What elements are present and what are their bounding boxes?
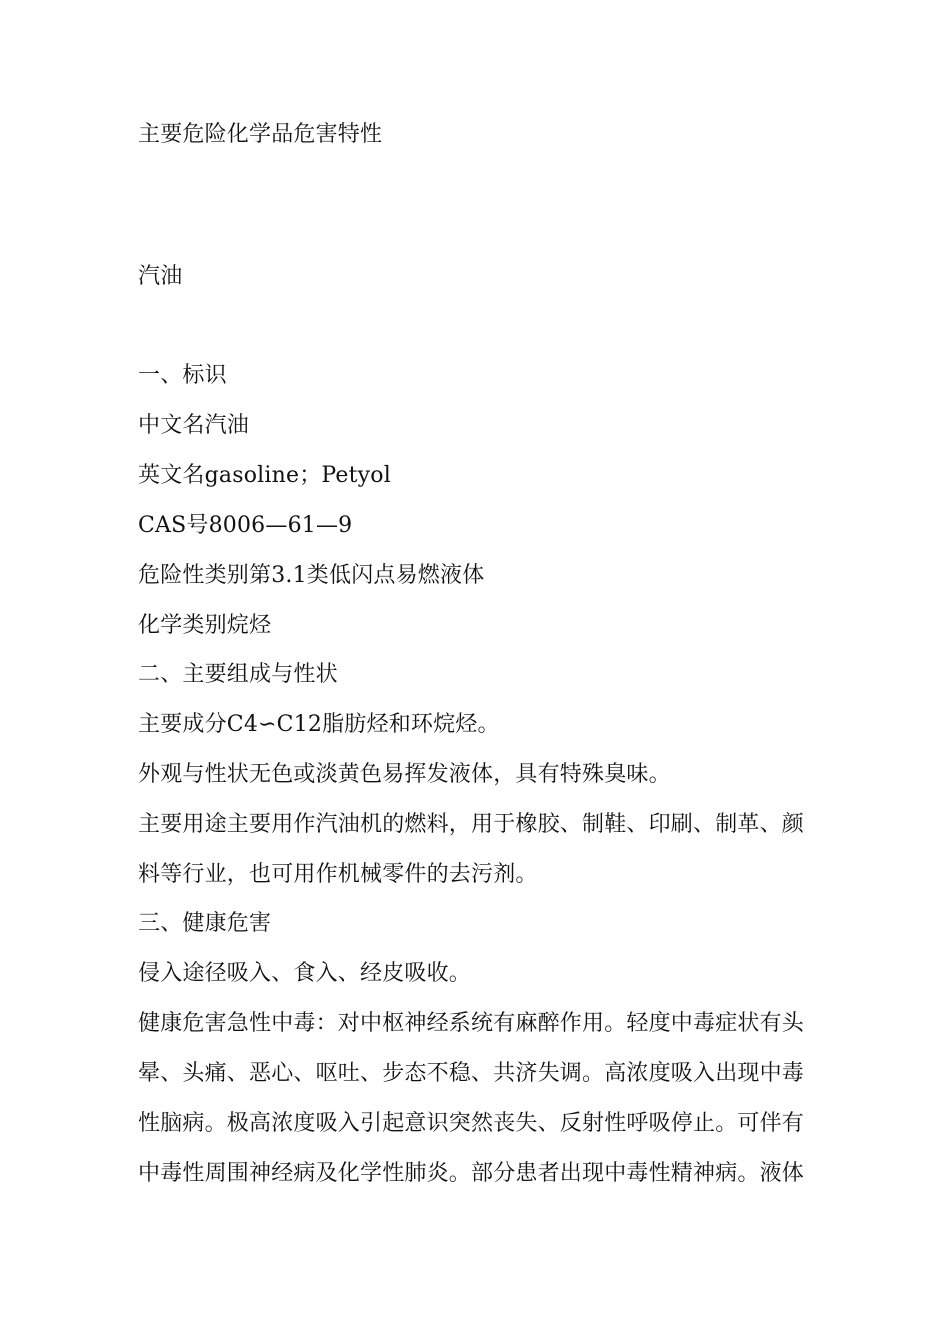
identification-line: CAS号8006—61—9 (138, 513, 353, 538)
health-line: 晕、头痛、恶心、呕吐、步态不稳、共济失调。高浓度吸入出现中毒 (138, 1061, 805, 1086)
identification-line: 中文名汽油 (138, 413, 250, 438)
health-line: 性脑病。极高浓度吸入引起意识突然丧失、反射性呼吸停止。可伴有 (138, 1111, 805, 1136)
composition-line: 主要成分C4∽C12脂肪烃和环烷烃。 (138, 712, 500, 737)
health-line: 侵入途径吸入、食入、经皮吸收。 (138, 961, 472, 986)
composition-line: 料等行业，也可用作机械零件的去污剂。 (138, 862, 538, 887)
document-title: 主要危险化学品危害特性 (138, 122, 383, 147)
chemical-name: 汽油 (138, 264, 183, 289)
composition-line: 外观与性状无色或淡黄色易挥发液体，具有特殊臭味。 (138, 762, 671, 787)
section-heading-composition: 二、主要组成与性状 (138, 662, 338, 687)
section-heading-identification: 一、标识 (138, 363, 227, 388)
section-heading-health: 三、健康危害 (138, 911, 272, 936)
identification-line: 英文名gasoline；Petyol (138, 463, 391, 488)
composition-line: 主要用途主要用作汽油机的燃料，用于橡胶、制鞋、印刷、制革、颜 (138, 812, 805, 837)
identification-line: 化学类别烷烃 (138, 613, 272, 638)
health-line: 健康危害急性中毒：对中枢神经系统有麻醉作用。轻度中毒症状有头 (138, 1011, 805, 1036)
identification-line: 危险性类别第3.1类低闪点易燃液体 (138, 563, 485, 588)
health-line: 中毒性周围神经病及化学性肺炎。部分患者出现中毒性精神病。液体 (138, 1161, 805, 1186)
